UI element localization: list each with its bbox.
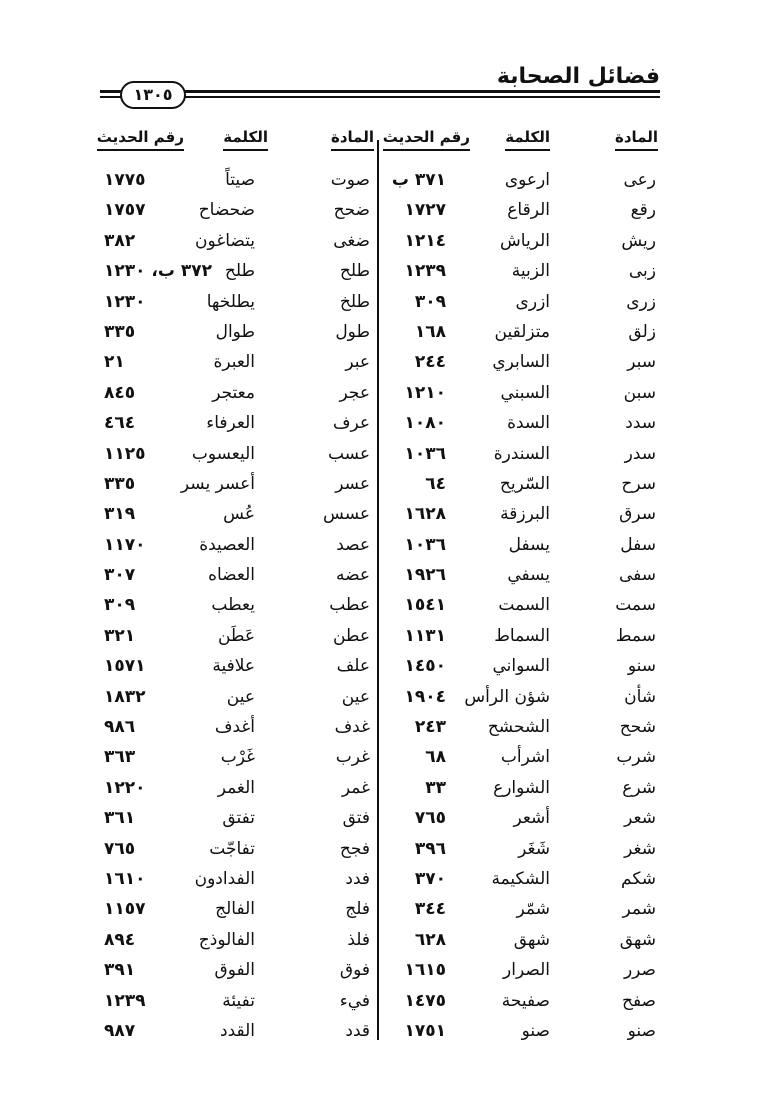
right-hadith-number-cell: ١٦٢٨ <box>404 504 446 525</box>
table-row <box>0 930 760 960</box>
right-mada-cell: زبى <box>628 261 656 282</box>
col-header-right-kalima: الكلمة <box>505 128 550 151</box>
right-mada-cell: سبر <box>627 352 656 373</box>
right-mada-cell: سنو <box>627 656 656 677</box>
table-row <box>0 869 760 899</box>
right-kalima-cell: البرزقة <box>500 504 550 525</box>
right-mada-cell: زلق <box>628 321 656 342</box>
left-hadith-number-cell: ١٨٣٢ <box>104 686 146 707</box>
right-hadith-number-cell: ١٥٤١ <box>404 595 446 616</box>
right-hadith-number-cell: ١٠٣٦ <box>404 443 446 464</box>
right-kalima-cell: شمّر <box>516 899 550 920</box>
left-hadith-number-cell: ١٧٥٧ <box>104 200 146 221</box>
left-kalima-cell: عين <box>226 686 255 707</box>
right-kalima-cell: شهق <box>513 929 550 950</box>
right-kalima-cell: يسفل <box>508 534 550 555</box>
table-row <box>0 656 760 686</box>
right-kalima-cell: الرياش <box>500 230 550 251</box>
right-mada-cell: سرح <box>621 473 656 494</box>
left-hadith-number-cell: ٣٣٥ <box>104 473 136 494</box>
left-kalima-cell: صيتاً <box>225 170 255 190</box>
col-header-right-raqm: رقم الحديث <box>383 128 470 151</box>
left-kalima-cell: عُس <box>223 504 255 525</box>
right-kalima-cell: الصرار <box>503 960 550 981</box>
left-kalima-cell: الفالج <box>215 899 255 920</box>
left-hadith-number-cell: ٣٣٥ <box>104 321 136 342</box>
left-kalima-cell: أغدف <box>214 717 255 738</box>
table-row <box>0 413 760 443</box>
index-table <box>0 170 760 1051</box>
right-hadith-number-cell: ١٤٧٥ <box>404 990 446 1011</box>
running-title: فضائل الصحابة <box>496 64 660 89</box>
right-hadith-number-cell: ١٢١٤ <box>404 230 446 251</box>
left-kalima-cell: عَطَن <box>217 625 255 646</box>
left-mada-cell: فتق <box>342 808 370 829</box>
right-kalima-cell: شَغَر <box>518 838 550 859</box>
col-header-left-kalima: الكلمة <box>223 128 268 151</box>
right-kalima-cell: السّريح <box>499 473 550 494</box>
right-mada-cell: صفح <box>621 990 656 1011</box>
table-row <box>0 899 760 929</box>
left-kalima-cell: العبرة <box>213 352 255 373</box>
left-hadith-number-cell: ٤٦٤ <box>104 413 136 434</box>
table-row <box>0 444 760 474</box>
table-row <box>0 383 760 413</box>
right-mada-cell: سدد <box>625 413 656 434</box>
right-kalima-cell: يسفي <box>507 565 550 586</box>
right-kalima-cell: شؤن الرأس <box>464 686 550 707</box>
left-kalima-cell: تفيئة <box>222 990 255 1011</box>
left-mada-cell: طلخ <box>339 291 370 312</box>
table-row <box>0 170 760 200</box>
col-header-left-mada: المادة <box>331 128 374 151</box>
left-mada-cell: علف <box>336 656 370 677</box>
left-hadith-number-cell: ٣٠٩ <box>104 595 136 616</box>
left-kalima-cell: الفالوذج <box>198 929 255 950</box>
table-row <box>0 960 760 990</box>
table-row <box>0 626 760 656</box>
left-kalima-cell: الفوق <box>214 960 255 981</box>
left-hadith-number-cell: ٢١ <box>104 352 125 373</box>
table-row <box>0 839 760 869</box>
left-kalima-cell: الغمر <box>217 777 255 798</box>
table-row <box>0 778 760 808</box>
left-hadith-number-cell: ٨٩٤ <box>104 929 136 950</box>
right-mada-cell: شرب <box>616 747 656 768</box>
left-mada-cell: غرب <box>335 747 370 768</box>
right-mada-cell: زرى <box>626 291 656 312</box>
right-kalima-cell: السندرة <box>493 443 550 464</box>
right-kalima-cell: السماط <box>494 625 550 646</box>
left-mada-cell: عسس <box>323 504 370 525</box>
left-hadith-number-cell: ٣٢١ <box>104 625 136 646</box>
right-hadith-number-cell: ١٩٠٤ <box>404 686 446 707</box>
left-kalima-cell: تفاجّت <box>209 838 255 859</box>
table-row <box>0 231 760 261</box>
right-kalima-cell: اشرأب <box>500 747 550 768</box>
right-mada-cell: سدر <box>624 443 656 464</box>
right-hadith-number-cell: ١٢٣٩ <box>404 261 446 282</box>
right-mada-cell: صنو <box>627 1020 656 1041</box>
table-row <box>0 261 760 291</box>
right-mada-cell: شرع <box>622 777 656 798</box>
left-hadith-number-cell: ١٦١٠ <box>104 868 146 889</box>
table-row <box>0 1021 760 1051</box>
left-kalima-cell: العرفاء <box>206 413 255 434</box>
left-hadith-number-cell: ٧٦٥ <box>104 838 136 859</box>
left-mada-cell: عسب <box>327 443 370 464</box>
left-kalima-cell: يطلخها <box>206 291 255 312</box>
right-kalima-cell: الزبية <box>511 261 550 282</box>
left-mada-cell: فدد <box>345 868 370 889</box>
right-mada-cell: شحح <box>619 717 656 738</box>
left-mada-cell: عسر <box>335 473 370 494</box>
right-mada-cell: سرق <box>619 504 656 525</box>
left-hadith-number-cell: ٩٨٧ <box>104 1020 136 1041</box>
right-mada-cell: شأن <box>624 686 656 707</box>
left-mada-cell: عصد <box>336 534 370 555</box>
left-kalima-cell: الفدادون <box>194 868 255 889</box>
right-kalima-cell: السواني <box>492 656 550 677</box>
right-mada-cell: شكم <box>621 868 656 889</box>
left-kalima-cell: غَرْب <box>220 747 255 768</box>
right-hadith-number-cell: ١٢١٠ <box>404 382 446 403</box>
right-hadith-number-cell: ١٤٥٠ <box>404 656 446 677</box>
table-row <box>0 808 760 838</box>
right-hadith-number-cell: ٦٢٨ <box>414 929 446 950</box>
right-mada-cell: سمط <box>615 625 656 646</box>
left-hadith-number-cell: ١١٢٥ <box>104 443 146 464</box>
right-kalima-cell: أشعر <box>513 808 550 829</box>
right-hadith-number-cell: ٣٧١ ب <box>391 170 446 190</box>
left-mada-cell: طول <box>335 321 370 342</box>
left-mada-cell: قدد <box>345 1020 370 1041</box>
right-mada-cell: سفل <box>620 534 656 555</box>
table-row <box>0 687 760 717</box>
left-hadith-number-cell: ٩٨٦ <box>104 717 136 738</box>
right-hadith-number-cell: ٦٤ <box>425 473 446 494</box>
left-mada-cell: طلح <box>339 261 370 282</box>
left-hadith-number-cell: ٣٦٣ <box>104 747 136 768</box>
col-header-left-raqm: رقم الحديث <box>97 128 184 151</box>
left-mada-cell: عضه <box>336 565 370 586</box>
left-kalima-cell: يتضاغون <box>195 230 255 251</box>
right-hadith-number-cell: ٣٧٠ <box>414 868 446 889</box>
right-mada-cell: سبن <box>623 382 656 403</box>
right-mada-cell: رقع <box>630 200 656 221</box>
col-header-right-mada: المادة <box>615 128 658 151</box>
right-mada-cell: شهق <box>619 929 656 950</box>
left-kalima-cell: طوال <box>215 321 255 342</box>
right-kalima-cell: السابري <box>492 352 550 373</box>
table-row <box>0 322 760 352</box>
right-kalima-cell: الشوارع <box>493 777 550 798</box>
right-mada-cell: ريش <box>621 230 656 251</box>
page-number-badge: ١٣٠٥ <box>120 81 186 109</box>
right-hadith-number-cell: ٣٣ <box>425 777 446 798</box>
right-hadith-number-cell: ٢٤٤ <box>414 352 446 373</box>
left-mada-cell: فيء <box>339 990 370 1011</box>
left-hadith-number-cell: ١٧٧٥ <box>104 170 146 190</box>
right-kalima-cell: ازرى <box>515 291 550 312</box>
left-mada-cell: عين <box>341 686 370 707</box>
left-kalima-cell: القدد <box>220 1020 255 1041</box>
left-mada-cell: عبر <box>345 352 370 373</box>
left-mada-cell: فلج <box>345 899 370 920</box>
table-row <box>0 504 760 534</box>
right-hadith-number-cell: ٣٤٤ <box>414 899 446 920</box>
table-row <box>0 565 760 595</box>
left-hadith-number-cell: ٣٦١ <box>104 808 136 829</box>
left-mada-cell: فجح <box>339 838 370 859</box>
left-hadith-number-cell: ١٢٣٠ <box>104 291 146 312</box>
right-kalima-cell: صنو <box>521 1020 550 1041</box>
table-row <box>0 595 760 625</box>
left-kalima-cell: علافية <box>212 656 255 677</box>
left-hadith-number-cell: ٣١٩ <box>104 504 136 525</box>
right-hadith-number-cell: ١١٣١ <box>404 625 446 646</box>
left-hadith-number-cell: ٣٩١ <box>104 960 136 981</box>
right-kalima-cell: السبني <box>500 382 550 403</box>
left-mada-cell: عجر <box>339 382 370 403</box>
left-hadith-number-cell: ١٢٣٩ <box>104 990 146 1011</box>
table-row <box>0 991 760 1021</box>
left-mada-cell: صوت <box>330 170 370 190</box>
table-row <box>0 717 760 747</box>
right-hadith-number-cell: ١٦١٥ <box>404 960 446 981</box>
table-row <box>0 352 760 382</box>
left-kalima-cell: اليعسوب <box>191 443 255 464</box>
right-hadith-number-cell: ٣٠٩ <box>414 291 446 312</box>
left-mada-cell: فلذ <box>347 929 370 950</box>
table-row <box>0 535 760 565</box>
right-kalima-cell: صفيحة <box>501 990 550 1011</box>
right-hadith-number-cell: ٣٩٦ <box>414 838 446 859</box>
right-hadith-number-cell: ١٠٣٦ <box>404 534 446 555</box>
left-kalima-cell: تفتق <box>222 808 255 829</box>
right-hadith-number-cell: ١٩٢٦ <box>404 565 446 586</box>
right-kalima-cell: الشحشح <box>487 717 550 738</box>
left-hadith-number-cell: ٣٨٢ <box>104 230 136 251</box>
left-hadith-number-cell: ١١٥٧ <box>104 899 146 920</box>
left-hadith-number-cell: ٣٧٢ ب، ١٢٣٠ <box>104 261 213 282</box>
right-mada-cell: سفى <box>618 565 656 586</box>
left-hadith-number-cell: ٨٤٥ <box>104 382 136 403</box>
table-row <box>0 292 760 322</box>
right-hadith-number-cell: ١٧٥١ <box>404 1020 446 1041</box>
right-hadith-number-cell: ٧٦٥ <box>414 808 446 829</box>
left-kalima-cell: العصيدة <box>199 534 255 555</box>
right-kalima-cell: السدة <box>507 413 550 434</box>
left-kalima-cell: يعطب <box>211 595 255 616</box>
right-hadith-number-cell: ٢٤٣ <box>414 717 446 738</box>
right-kalima-cell: السمت <box>498 595 550 616</box>
left-mada-cell: ضغى <box>333 230 370 251</box>
left-hadith-number-cell: ١١٧٠ <box>104 534 146 555</box>
left-kalima-cell: أعسر يسر <box>180 473 255 494</box>
table-row <box>0 747 760 777</box>
right-hadith-number-cell: ١٠٨٠ <box>404 413 446 434</box>
right-kalima-cell: متزلقين <box>494 321 550 342</box>
right-mada-cell: سمت <box>615 595 656 616</box>
right-kalima-cell: الشكيمة <box>491 868 550 889</box>
right-mada-cell: رعى <box>623 170 656 190</box>
left-mada-cell: غمر <box>341 777 370 798</box>
right-mada-cell: شعر <box>624 808 656 829</box>
left-kalima-cell: معتجر <box>212 382 255 403</box>
left-hadith-number-cell: ١٢٢٠ <box>104 777 146 798</box>
left-mada-cell: غدف <box>334 717 370 738</box>
left-mada-cell: عطب <box>329 595 370 616</box>
table-row <box>0 474 760 504</box>
table-row <box>0 200 760 230</box>
left-hadith-number-cell: ٣٠٧ <box>104 565 136 586</box>
right-mada-cell: شمر <box>622 899 656 920</box>
left-kalima-cell: ضحضاح <box>198 200 255 221</box>
right-kalima-cell: ارعوى <box>504 170 550 190</box>
left-mada-cell: عرف <box>332 413 370 434</box>
left-hadith-number-cell: ١٥٧١ <box>104 656 146 677</box>
left-mada-cell: ضحح <box>333 200 370 221</box>
right-hadith-number-cell: ١٧٢٧ <box>404 200 446 221</box>
left-mada-cell: عطن <box>332 625 370 646</box>
left-kalima-cell: طلح <box>224 261 255 282</box>
left-mada-cell: فوق <box>339 960 370 981</box>
right-mada-cell: صرر <box>623 960 656 981</box>
right-mada-cell: شغر <box>624 838 656 859</box>
left-kalima-cell: العضاه <box>208 565 255 586</box>
right-kalima-cell: الرقاع <box>507 200 550 221</box>
right-hadith-number-cell: ٦٨ <box>425 747 446 768</box>
right-hadith-number-cell: ١٦٨ <box>414 321 446 342</box>
